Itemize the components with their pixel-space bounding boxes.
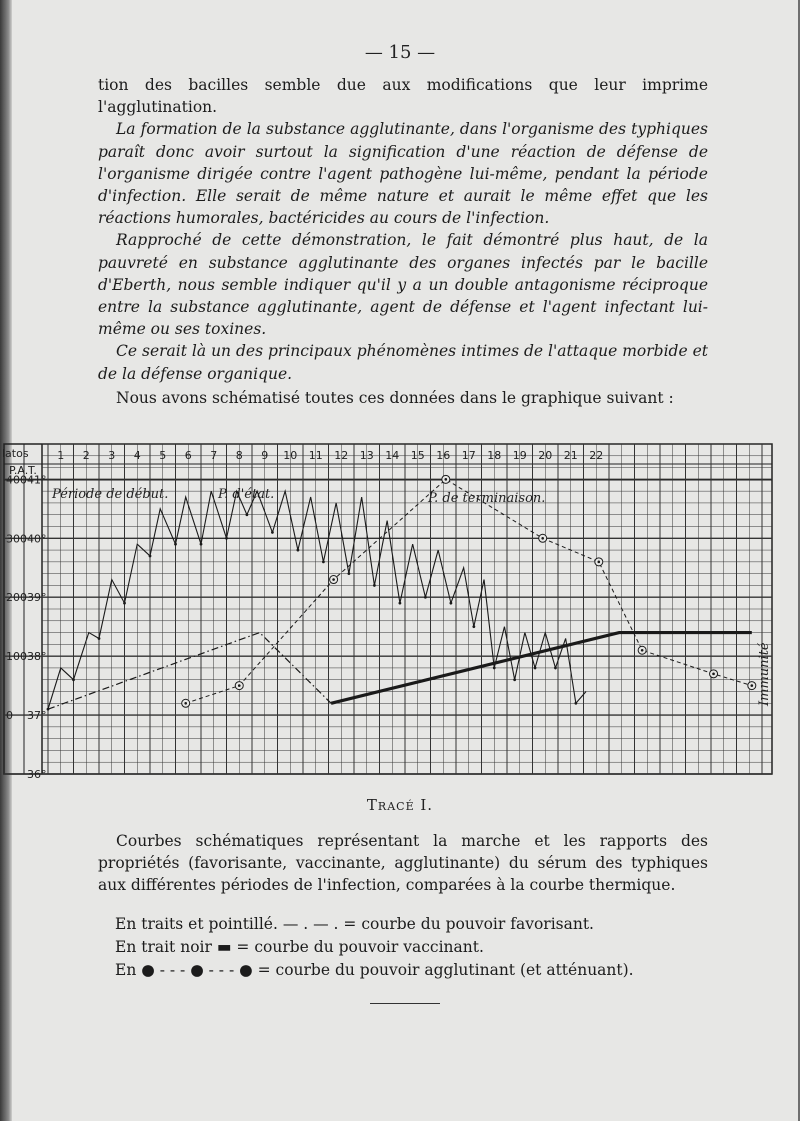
- thermal-point: [534, 667, 537, 670]
- day-label: 1: [57, 449, 65, 462]
- agglutinant-point-center: [751, 684, 754, 687]
- agglutinant-point-center: [598, 561, 601, 564]
- legend-text: courbe du pouvoir agglutinant (et atténuant).: [275, 961, 634, 979]
- thermal-point: [72, 678, 75, 681]
- thermal-point: [297, 549, 300, 552]
- thermal-point: [513, 678, 516, 681]
- temp-axis-label: 40°: [27, 532, 47, 546]
- legend: [115, 913, 715, 982]
- agglutinant-point-center: [238, 684, 241, 687]
- chart-series: [47, 475, 756, 710]
- day-label: 9: [261, 449, 269, 462]
- thermal-point: [424, 596, 427, 599]
- temp-axis-label: 38°: [27, 650, 47, 664]
- paragraph-4: Ce serait là un des principaux phénomènes intimes de l'attaque morbide et de la défense organique.: [98, 342, 708, 383]
- period-label-etat: P. d'état.: [218, 487, 275, 502]
- paragraph-1: tion des bacilles semble due aux modifications que leur imprime l'agglutination.: [98, 76, 708, 117]
- temperature-chart: [0, 438, 800, 783]
- temp-axis-label: 41°: [27, 473, 47, 487]
- day-label: 13: [359, 449, 374, 462]
- thermal-point: [493, 667, 496, 670]
- agglutinant-point-center: [712, 673, 715, 676]
- thermal-point: [554, 667, 557, 670]
- legend-text: courbe du pouvoir vaccinant.: [254, 938, 484, 956]
- day-label: 21: [563, 449, 578, 462]
- body-text: [98, 74, 708, 385]
- thermal-point: [348, 572, 351, 575]
- day-label: 2: [82, 449, 90, 462]
- day-label: 3: [108, 449, 116, 462]
- agglutinant-point-center: [184, 702, 187, 705]
- thermal-point: [200, 543, 203, 546]
- day-label: 14: [385, 449, 400, 462]
- day-label: 11: [308, 449, 323, 462]
- day-label: 15: [410, 449, 425, 462]
- day-label: 22: [589, 449, 604, 462]
- legend-prefix: En trait noir: [115, 938, 212, 956]
- day-label: 5: [159, 449, 167, 462]
- legend-item-favorisant: [115, 913, 715, 936]
- thermal-point: [373, 584, 376, 587]
- legend-symbol: — . — . =: [282, 915, 357, 933]
- row-header-pa: P.A.: [9, 464, 29, 477]
- thermal-point: [225, 537, 228, 540]
- thermal-point: [472, 625, 475, 628]
- row-header-top: latos: [2, 447, 29, 460]
- thermal-point: [574, 702, 577, 705]
- thermal-point: [246, 513, 249, 516]
- day-label: 16: [436, 449, 451, 462]
- day-label: 8: [235, 449, 243, 462]
- titer-axis-label: 100: [6, 650, 27, 664]
- legend-prefix: En traits et pointillé.: [115, 915, 278, 933]
- day-label: 18: [487, 449, 502, 462]
- day-label: 20: [538, 449, 553, 462]
- chart-labels: [2, 447, 772, 781]
- day-label: 12: [334, 449, 349, 462]
- page-number: — 15 —: [364, 42, 436, 63]
- paragraph-2: La formation de la substance agglutinante, dans l'organisme des typhiques paraît donc avoir surtout la signification d'une réaction de défense de l'organisme dirigée contre l'agent pathogène lui-même, pendant la période d'infection. Elle serait de même nature et aurait le même effet que les réactions humorales, bactéricides au cours de l'infection.: [98, 120, 708, 228]
- titer-axis-label: 400: [6, 473, 27, 487]
- titer-axis-label: 300: [6, 532, 27, 546]
- legend-item-vaccinant: [115, 936, 715, 959]
- temp-axis-label: 39°: [27, 591, 47, 605]
- legend-symbol: ▬ =: [216, 938, 250, 956]
- thermal-point: [450, 602, 453, 605]
- day-label: 17: [461, 449, 476, 462]
- thermal-point: [322, 560, 325, 563]
- caption-text: Courbes schématiques représentant la marche et les rapports des propriétés (favorisante, vaccinante, agglutinante) du sérum des typhiques aux différentes périodes de l'infection, comparées à la courbe thermique.: [98, 832, 708, 895]
- day-label: 6: [184, 449, 192, 462]
- temp-axis-label: 37°: [27, 709, 47, 723]
- legend-item-agglutinant: [115, 959, 715, 982]
- agglutinant-point-center: [641, 649, 644, 652]
- thermal-point: [98, 637, 101, 640]
- legend-text: courbe du pouvoir favorisant.: [361, 915, 594, 933]
- day-label: 19: [512, 449, 527, 462]
- agglutinant-point-center: [445, 478, 448, 481]
- thermal-point: [399, 602, 402, 605]
- agglutinant-point-center: [332, 578, 335, 581]
- end-rule: [370, 1003, 440, 1004]
- figure-title: Tracé I.: [366, 796, 434, 814]
- legend-symbol: ● - - - ● - - - ● =: [141, 961, 271, 979]
- row-header-t: T.: [28, 464, 37, 477]
- immunity-label: Immunité: [757, 642, 772, 706]
- favorisant-curve: [48, 633, 331, 710]
- thermal-point: [174, 543, 177, 546]
- graph-intro: Nous avons schématisé toutes ces données dans le graphique suivant :: [116, 389, 674, 407]
- paragraph-3: Rapproché de cette démonstration, le fait démontré plus haut, de la pauvreté en substance agglutinante des organes infectés par le bacille d'Eberth, nous semble indiquer qu'il y a un double antagonisme réciproque entre la substance agglutinante, agent de défense et l'agent infectant lui-même ou ses toxines.: [98, 231, 708, 339]
- thermal-point: [271, 531, 274, 534]
- agglutinant-point-center: [541, 537, 544, 540]
- legend-prefix: En: [115, 961, 137, 979]
- thermal-point: [123, 602, 126, 605]
- thermal-curve: [48, 491, 586, 709]
- period-label-debut: Période de début.: [52, 487, 169, 502]
- day-label: 10: [283, 449, 298, 462]
- thermal-point: [149, 555, 152, 558]
- period-label-terminaison: P. de terminaison.: [428, 491, 546, 506]
- figure-caption: [98, 830, 708, 897]
- day-label: 7: [210, 449, 218, 462]
- titer-axis-label: 0: [6, 709, 13, 723]
- temp-axis-label: 36°: [27, 768, 47, 781]
- day-label: 4: [133, 449, 141, 462]
- titer-axis-label: 200: [6, 591, 27, 605]
